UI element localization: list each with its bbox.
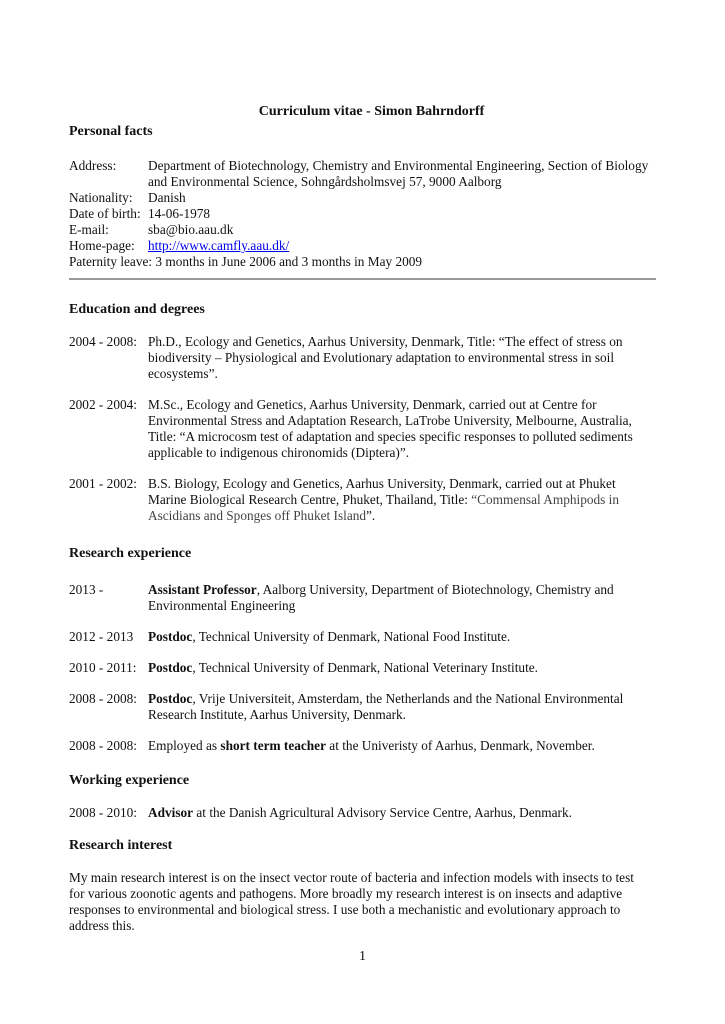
research-text xyxy=(148,691,656,723)
address-label: Address: xyxy=(69,158,117,173)
address-row xyxy=(69,158,656,190)
email-label: E-mail: xyxy=(69,222,109,237)
education-line: Title: “A microcosm test of adaptation and species specific responses to polluted sediments xyxy=(148,429,633,444)
dob-row xyxy=(69,206,656,222)
working-heading: Working experience xyxy=(69,773,190,788)
education-item xyxy=(69,476,656,524)
research-section xyxy=(69,546,656,754)
interest-line: address this. xyxy=(69,918,135,933)
education-line: Ph.D., Ecology and Genetics, Aarhus University, Denmark, Title: “The effect of stress on xyxy=(148,334,623,349)
interest-section xyxy=(69,838,656,934)
education-years: 2002 - 2004: xyxy=(69,397,137,412)
interest-line: for various zoonotic agents and pathogens. More broadly my research interest is on insects and adaptive xyxy=(69,886,623,901)
research-role: Postdoc xyxy=(148,629,193,644)
research-detail: , Technical University of Denmark, National Food Institute. xyxy=(192,629,511,644)
research-detail: Research Institute, Aarhus University, Denmark. xyxy=(148,707,406,722)
research-years: 2008 - 2008: xyxy=(69,691,137,706)
working-detail: at the Danish Agricultural Advisory Service Centre, Aarhus, Denmark. xyxy=(193,805,572,820)
interest-line: responses to environmental and biological stress. I use both a mechanistic and evolutionary approach to xyxy=(69,902,621,917)
personal-facts-heading: Personal facts xyxy=(69,124,153,139)
research-item xyxy=(69,629,656,645)
education-heading: Education and degrees xyxy=(69,302,205,317)
document-title: Curriculum vitae - Simon Bahrndorff xyxy=(258,104,485,119)
nationality-label: Nationality: xyxy=(69,190,133,205)
thesis-title-part: “Commensal Amphipods in xyxy=(471,492,620,507)
research-years: 2012 - 2013 xyxy=(69,629,134,644)
education-text xyxy=(148,397,656,461)
email-row xyxy=(69,222,656,238)
education-line: applicable to indigenous chironomids (Diptera)”. xyxy=(148,445,410,460)
education-line-end: ”. xyxy=(366,508,376,523)
working-text xyxy=(148,805,656,821)
education-line: ecosystems”. xyxy=(148,366,218,381)
personal-facts xyxy=(69,158,656,270)
address-line-1: Department of Biotechnology, Chemistry and Environmental Engineering, Section of Biology xyxy=(148,158,649,173)
education-line: biodiversity – Physiological and Evolutionary adaptation to environmental stress in soil xyxy=(148,350,615,365)
research-detail: Employed as xyxy=(148,738,221,753)
cv-page xyxy=(69,104,656,934)
education-item xyxy=(69,397,656,461)
research-item xyxy=(69,582,656,614)
education-line: M.Sc., Ecology and Genetics, Aarhus University, Denmark, carried out at Centre for xyxy=(148,397,597,412)
education-text xyxy=(148,334,656,382)
research-text xyxy=(148,582,656,614)
dob-value: 14-06-1978 xyxy=(148,206,211,221)
research-years: 2008 - 2008: xyxy=(69,738,137,753)
dob-label: Date of birth: xyxy=(69,206,141,221)
homepage-link[interactable]: http://www.camfly.aau.dk/ xyxy=(148,238,290,253)
homepage-label: Home-page: xyxy=(69,238,135,253)
research-item xyxy=(69,691,656,723)
research-detail: at the Univeristy of Aarhus, Denmark, November. xyxy=(325,738,595,753)
working-years: 2008 - 2010: xyxy=(69,805,137,820)
email-value: sba@bio.aau.dk xyxy=(148,222,234,237)
education-years: 2004 - 2008: xyxy=(69,334,137,349)
research-role: Assistant Professor xyxy=(148,582,257,597)
research-role: Postdoc xyxy=(148,691,193,706)
education-list xyxy=(69,334,656,524)
research-detail: , Vrije Universiteit, Amsterdam, the Netherlands and the National Environmental xyxy=(192,691,624,706)
paternity-leave: Paternity leave: 3 months in June 2006 and 3 months in May 2009 xyxy=(69,254,423,269)
education-line: B.S. Biology, Ecology and Genetics, Aarhus University, Denmark, carried out at Phuket xyxy=(148,476,616,491)
address-value xyxy=(148,158,656,190)
interest-paragraph xyxy=(69,870,656,934)
nationality-value: Danish xyxy=(148,190,186,205)
working-item xyxy=(69,805,656,821)
research-years: 2013 - xyxy=(69,582,104,597)
address-line-2: and Environmental Science, Sohngårdsholmsvej 57, 9000 Aalborg xyxy=(148,174,502,189)
research-text xyxy=(148,660,656,676)
research-detail: , Aalborg University, Department of Biotechnology, Chemistry and xyxy=(256,582,614,597)
page-number: 1 xyxy=(359,949,366,964)
research-role: short term teacher xyxy=(220,738,326,753)
education-item xyxy=(69,334,656,382)
homepage-row xyxy=(69,238,656,254)
research-heading: Research experience xyxy=(69,546,192,561)
research-detail: Environmental Engineering xyxy=(148,598,296,613)
research-role: Postdoc xyxy=(148,660,193,675)
interest-line: My main research interest is on the insect vector route of bacteria and infection models with insects to test xyxy=(69,870,634,885)
section-divider xyxy=(69,278,656,280)
research-list xyxy=(69,582,656,754)
education-years: 2001 - 2002: xyxy=(69,476,137,491)
research-item xyxy=(69,738,656,754)
education-section xyxy=(69,302,656,524)
nationality-row xyxy=(69,190,656,206)
working-role: Advisor xyxy=(148,805,194,820)
research-years: 2010 - 2011: xyxy=(69,660,137,675)
thesis-title-part: Ascidians and Sponges off Phuket Island xyxy=(148,508,367,523)
research-text xyxy=(148,629,656,645)
education-line: Marine Biological Research Centre, Phuket, Thailand, Title: xyxy=(148,492,472,507)
working-section xyxy=(69,773,656,821)
education-line: Environmental Stress and Adaptation Research, LaTrobe University, Melbourne, Australia, xyxy=(148,413,632,428)
research-text xyxy=(148,738,656,754)
interest-heading: Research interest xyxy=(69,838,173,853)
research-item xyxy=(69,660,656,676)
education-text xyxy=(148,476,656,524)
research-detail: , Technical University of Denmark, National Veterinary Institute. xyxy=(192,660,539,675)
